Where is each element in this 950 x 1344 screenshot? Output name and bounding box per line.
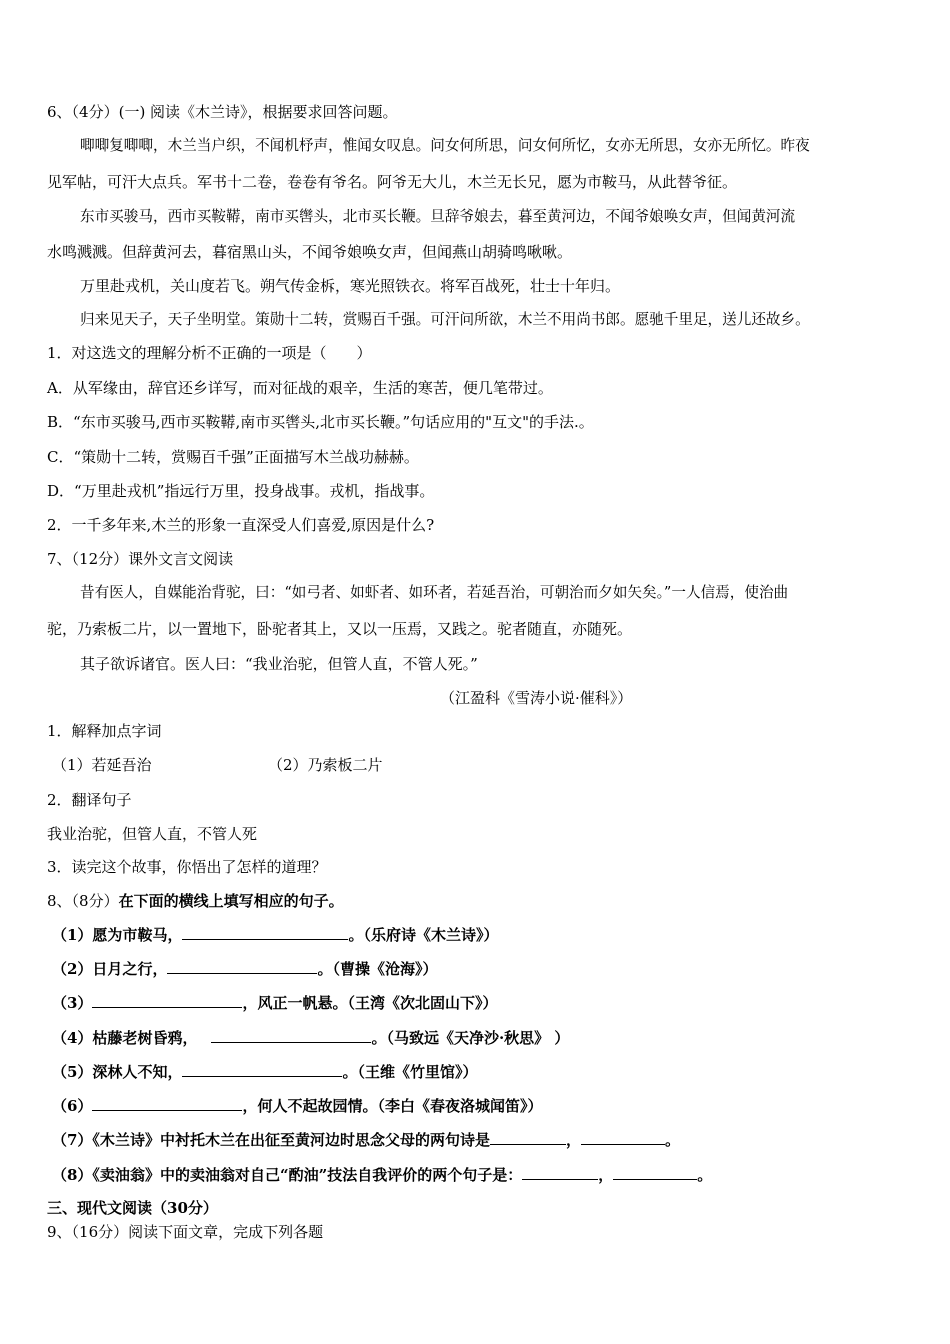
q8-item-5 bbox=[52, 1062, 477, 1082]
q6-option-c: C．“策勋十二转，赏赐百千强”正面描写木兰战功赫赫。 bbox=[47, 448, 419, 466]
q9-header: 9、（16分）阅读下面文章，完成下列各题 bbox=[47, 1223, 324, 1241]
section3-title: 三、现代文阅读（30分） bbox=[47, 1199, 218, 1217]
q6-option-b: B．“东市买骏马,西市买鞍鞯,南市买辔头,北市买长鞭。”句话应用的"互文"的手法.。 bbox=[47, 413, 594, 431]
q8-item-4-blank[interactable] bbox=[211, 1028, 371, 1043]
q8-item-1-suffix: 。（乐府诗《木兰诗》） bbox=[348, 926, 499, 944]
q8-item-3-suffix: ，风正一帆悬。（王湾《次北固山下》） bbox=[242, 994, 498, 1012]
q6-para2-line2: 水鸣溅溅。但辞黄河去，暮宿黑山头，不闻爷娘唤女声，但闻燕山胡骑鸣啾啾。 bbox=[47, 243, 573, 261]
q8-item-8 bbox=[52, 1165, 712, 1185]
q6-sub1: 1．对这选文的理解分析不正确的一项是（ ） bbox=[47, 344, 372, 362]
q8-item-5-suffix: 。（王维《竹里馆》） bbox=[342, 1063, 478, 1081]
q7-sub3: 3．读完这个故事，你悟出了怎样的道理？ bbox=[47, 858, 327, 876]
q8-item-7 bbox=[52, 1130, 680, 1150]
q6-option-a: A．从军缘由，辞官还乡详写，而对征战的艰辛，生活的寒苦，便几笔带过。 bbox=[47, 379, 553, 397]
q6-para2-line1: 东市买骏马，西市买鞍鞯，南市买辔头，北市买长鞭。旦辞爷娘去，暮至黄河边，不闻爷娘唤女声，但闻黄河流 bbox=[80, 208, 796, 225]
q7-word1: （1）若延吾治 bbox=[52, 756, 152, 774]
q8-item-6-blank[interactable] bbox=[92, 1096, 242, 1111]
q7-header: 7、（12分）课外文言文阅读 bbox=[47, 550, 234, 568]
q8-item-5-prefix: （5）深林人不知， bbox=[52, 1063, 183, 1081]
q8-item-2-suffix: 。（曹操《沧海》） bbox=[317, 960, 438, 978]
q8-item-3-blank[interactable] bbox=[92, 993, 242, 1008]
q8-item-8-prefix: （8）《卖油翁》中的卖油翁对自己“酌油”技法自我评价的两个句子是： bbox=[52, 1166, 523, 1184]
q8-item-1 bbox=[52, 925, 498, 945]
q7-sub1: 1．解释加点字词 bbox=[47, 722, 162, 740]
q7-para1-line2: 驼，乃索板二片，以一置地下，卧驼者其上，又以一压焉，又践之。驼者随直，亦随死。 bbox=[47, 620, 633, 638]
q7-translate: 我业治驼，但管人直，不管人死 bbox=[47, 825, 258, 843]
q8-item-8-blank-a[interactable] bbox=[522, 1165, 598, 1180]
q8-item-7-separator: ， bbox=[565, 1131, 581, 1149]
q8-item-1-blank[interactable] bbox=[182, 925, 348, 940]
q8-item-4 bbox=[52, 1028, 569, 1048]
q8-item-6-suffix: ，何人不起故园情。（李白《春夜洛城闻笛》） bbox=[242, 1097, 543, 1115]
q6-para1-line2: 见军帖，可汗大点兵。军书十二卷，卷卷有爷名。阿爷无大儿，木兰无长兄，愿为市鞍马，从此替爷征。 bbox=[47, 173, 738, 191]
q6-sub2: 2．一千多年来,木兰的形象一直深受人们喜爱,原因是什么? bbox=[47, 516, 435, 534]
q8-item-2-prefix: （2）日月之行， bbox=[52, 960, 168, 978]
q8-item-5-blank[interactable] bbox=[182, 1062, 342, 1077]
q6-option-d: D．“万里赴戎机”指远行万里，投身战事。戎机，指战事。 bbox=[47, 482, 435, 500]
q8-item-8-blank-b[interactable] bbox=[613, 1165, 697, 1180]
q6-para4: 归来见天子，天子坐明堂。策勋十二转，赏赐百千强。可汗问所欲，木兰不用尚书郎。愿驰千里足，送儿还故乡。 bbox=[80, 311, 810, 328]
q7-word2: （2）乃索板二片 bbox=[268, 756, 383, 774]
q7-para1-line1: 昔有医人，自媒能治背驼，曰：“如弓者、如虾者、如环者，若延吾治，可朝治而夕如矢矣。”一人信焉，使治曲 bbox=[80, 584, 789, 601]
q8-item-7-end: 。 bbox=[664, 1131, 680, 1149]
q7-source: （江盈科《雪涛小说·催科》） bbox=[440, 689, 633, 707]
q8-header-prefix: 8、（8分） bbox=[47, 892, 119, 910]
q8-header-instruction: 在下面的横线上填写相应的句子。 bbox=[118, 892, 344, 910]
q8-item-7-blank-b[interactable] bbox=[581, 1130, 665, 1145]
q6-para1-line1: 唧唧复唧唧，木兰当户织，不闻机杼声，惟闻女叹息。问女何所思，问女何所忆，女亦无所思，女亦无所忆。昨夜 bbox=[80, 137, 810, 154]
q7-para2: 其子欲诉诸官。医人曰：“我业治驼，但管人直，不管人死。” bbox=[80, 655, 478, 673]
q8-item-8-end: 。 bbox=[697, 1166, 713, 1184]
q8-item-2 bbox=[52, 959, 437, 979]
q8-item-7-prefix: （7）《木兰诗》中衬托木兰在出征至黄河边时思念父母的两句诗是 bbox=[52, 1131, 490, 1149]
q8-item-6-prefix: （6） bbox=[52, 1097, 93, 1115]
q8-item-7-blank-a[interactable] bbox=[490, 1130, 566, 1145]
q8-item-3 bbox=[52, 993, 497, 1013]
q8-item-1-prefix: （1）愿为市鞍马， bbox=[52, 926, 183, 944]
q8-item-6 bbox=[52, 1096, 542, 1116]
q8-item-2-blank[interactable] bbox=[167, 959, 317, 974]
q8-item-8-separator: ， bbox=[598, 1166, 614, 1184]
q8-item-3-prefix: （3） bbox=[52, 994, 93, 1012]
q8-item-4-suffix: 。（马致远《天净沙·秋思》 ） bbox=[371, 1029, 570, 1047]
q6-header: 6、（4分）(一) 阅读《木兰诗》，根据要求回答问题。 bbox=[47, 103, 398, 121]
q8-item-4-prefix: （4）枯藤老树昏鸦， bbox=[52, 1029, 198, 1047]
q8-header bbox=[47, 891, 344, 911]
q7-sub2: 2．翻译句子 bbox=[47, 791, 132, 809]
q6-para3: 万里赴戎机，关山度若飞。朔气传金柝，寒光照铁衣。将军百战死，壮士十年归。 bbox=[80, 277, 621, 295]
